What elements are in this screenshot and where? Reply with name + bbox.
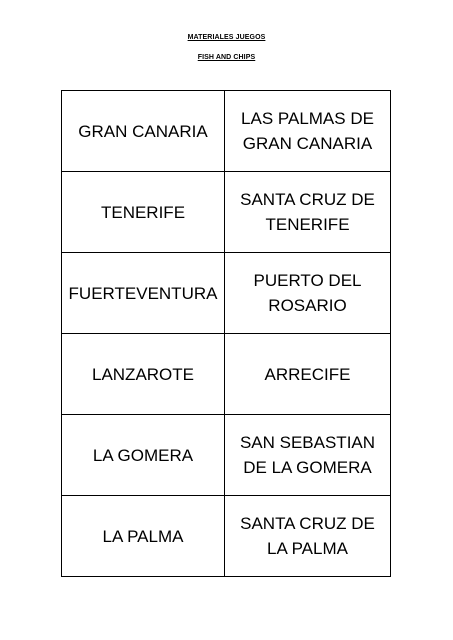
capital-cell: SAN SEBASTIAN DE LA GOMERA [225,415,391,496]
table-row [62,496,391,577]
table-row [62,415,391,496]
capital-cell: PUERTO DEL ROSARIO [225,253,391,334]
capital-cell: SANTA CRUZ DE TENERIFE [225,172,391,253]
table-row [62,172,391,253]
capital-cell: LAS PALMAS DE GRAN CANARIA [225,91,391,172]
island-cell: LA GOMERA [62,415,225,496]
island-cell: GRAN CANARIA [62,91,225,172]
table-row [62,91,391,172]
island-cell: TENERIFE [62,172,225,253]
island-cell: FUERTEVENTURA [62,253,225,334]
island-cell: LA PALMA [62,496,225,577]
island-cell: LANZAROTE [62,334,225,415]
capital-cell: SANTA CRUZ DE LA PALMA [225,496,391,577]
document-title: MATERIALES JUEGOS [187,34,266,41]
capital-cell: ARRECIFE [225,334,391,415]
table-row [62,253,391,334]
table-row [62,334,391,415]
document-subtitle: FISH AND CHIPS [197,54,256,61]
cards-table [61,90,391,577]
